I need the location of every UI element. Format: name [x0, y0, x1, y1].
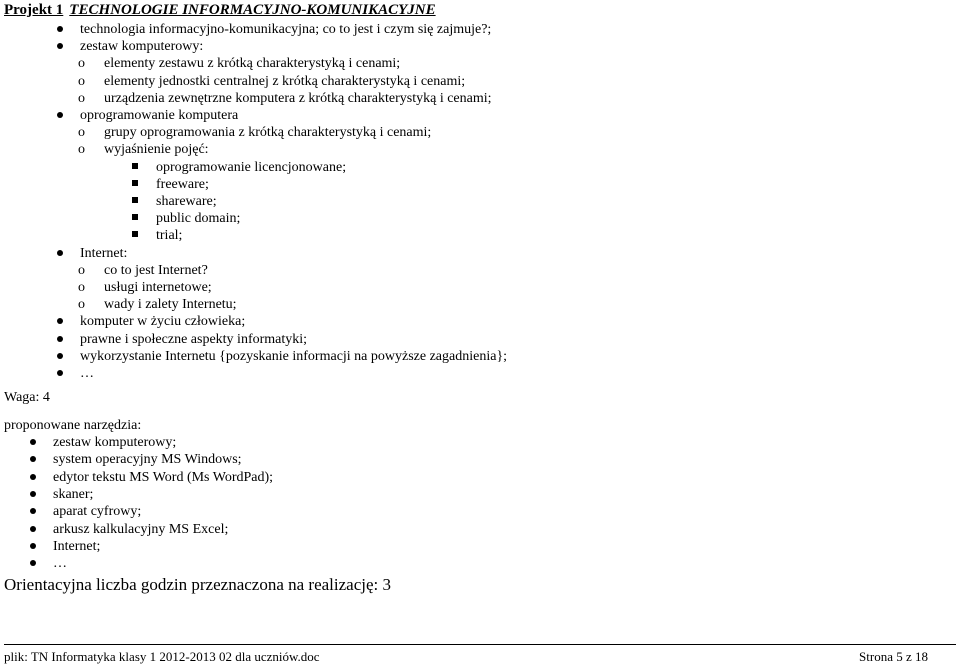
topic-text: Internet:	[80, 245, 128, 261]
topic-text: shareware;	[156, 194, 217, 209]
topic-text: grupy oprogramowania z krótką charakterystyką i cenami;	[104, 125, 432, 141]
topic-text: freeware;	[156, 176, 209, 192]
footer-page-number: Strona 5 z 18	[859, 649, 928, 664]
topic-text: technologia informacyjno-komunikacyjna; co to jest i czym się zajmuje?;	[80, 22, 492, 37]
topic-text: usługi internetowe;	[104, 280, 212, 295]
tool-text: aparat cyfrowy;	[53, 504, 142, 520]
topic-text: elementy jednostki centralnej z krótką charakterystyką i cenami;	[104, 73, 466, 89]
tool-text: arkusz kalkulacyjny MS Excel;	[53, 521, 229, 537]
topic-text: trial;	[156, 228, 183, 244]
topic-text: public domain;	[156, 211, 241, 227]
topic-text: oprogramowanie licencjonowane;	[156, 159, 347, 175]
project-label: Projekt 1	[4, 2, 64, 18]
topic-text: wady i zalety Internetu;	[104, 297, 237, 313]
tool-text: system operacyjny MS Windows;	[53, 452, 242, 468]
project-header	[4, 0, 436, 20]
topic-text: …	[80, 366, 94, 381]
topic-text: elementy zestawu z krótką charakterystyką i cenami;	[104, 56, 401, 72]
topic-text: oprogramowanie komputera	[80, 108, 239, 123]
hours-label: Orientacyjna liczba godzin przeznaczona na realizację: 3	[4, 575, 391, 594]
topic-text: wyjaśnienie pojęć:	[104, 142, 209, 158]
topic-text: co to jest Internet?	[104, 262, 208, 278]
tool-text: edytor tekstu MS Word (Ms WordPad);	[53, 469, 274, 485]
tool-text: …	[53, 556, 67, 572]
topic-text: komputer w życiu człowieka;	[80, 314, 246, 330]
tool-text: Internet;	[53, 538, 101, 554]
topic-text: prawne i społeczne aspekty informatyki;	[80, 331, 308, 347]
weight-label: Waga: 4	[4, 390, 50, 405]
tool-text: skaner;	[53, 486, 94, 502]
footer-divider	[4, 644, 956, 645]
footer-filename: plik: TN Informatyka klasy 1 2012-2013 02 dla uczniów.doc	[4, 649, 320, 664]
project-title: TECHNOLOGIE INFORMACYJNO-KOMUNIKACYJNE	[69, 2, 436, 18]
tools-heading: proponowane narzędzia:	[4, 418, 142, 433]
topic-text: wykorzystanie Internetu {pozyskanie informacji na powyższe zagadnienia};	[80, 348, 508, 364]
topic-text: zestaw komputerowy:	[80, 39, 204, 55]
topic-text: urządzenia zewnętrzne komputera z krótką charakterystyką i cenami;	[104, 90, 492, 106]
tool-text: zestaw komputerowy;	[53, 435, 177, 450]
